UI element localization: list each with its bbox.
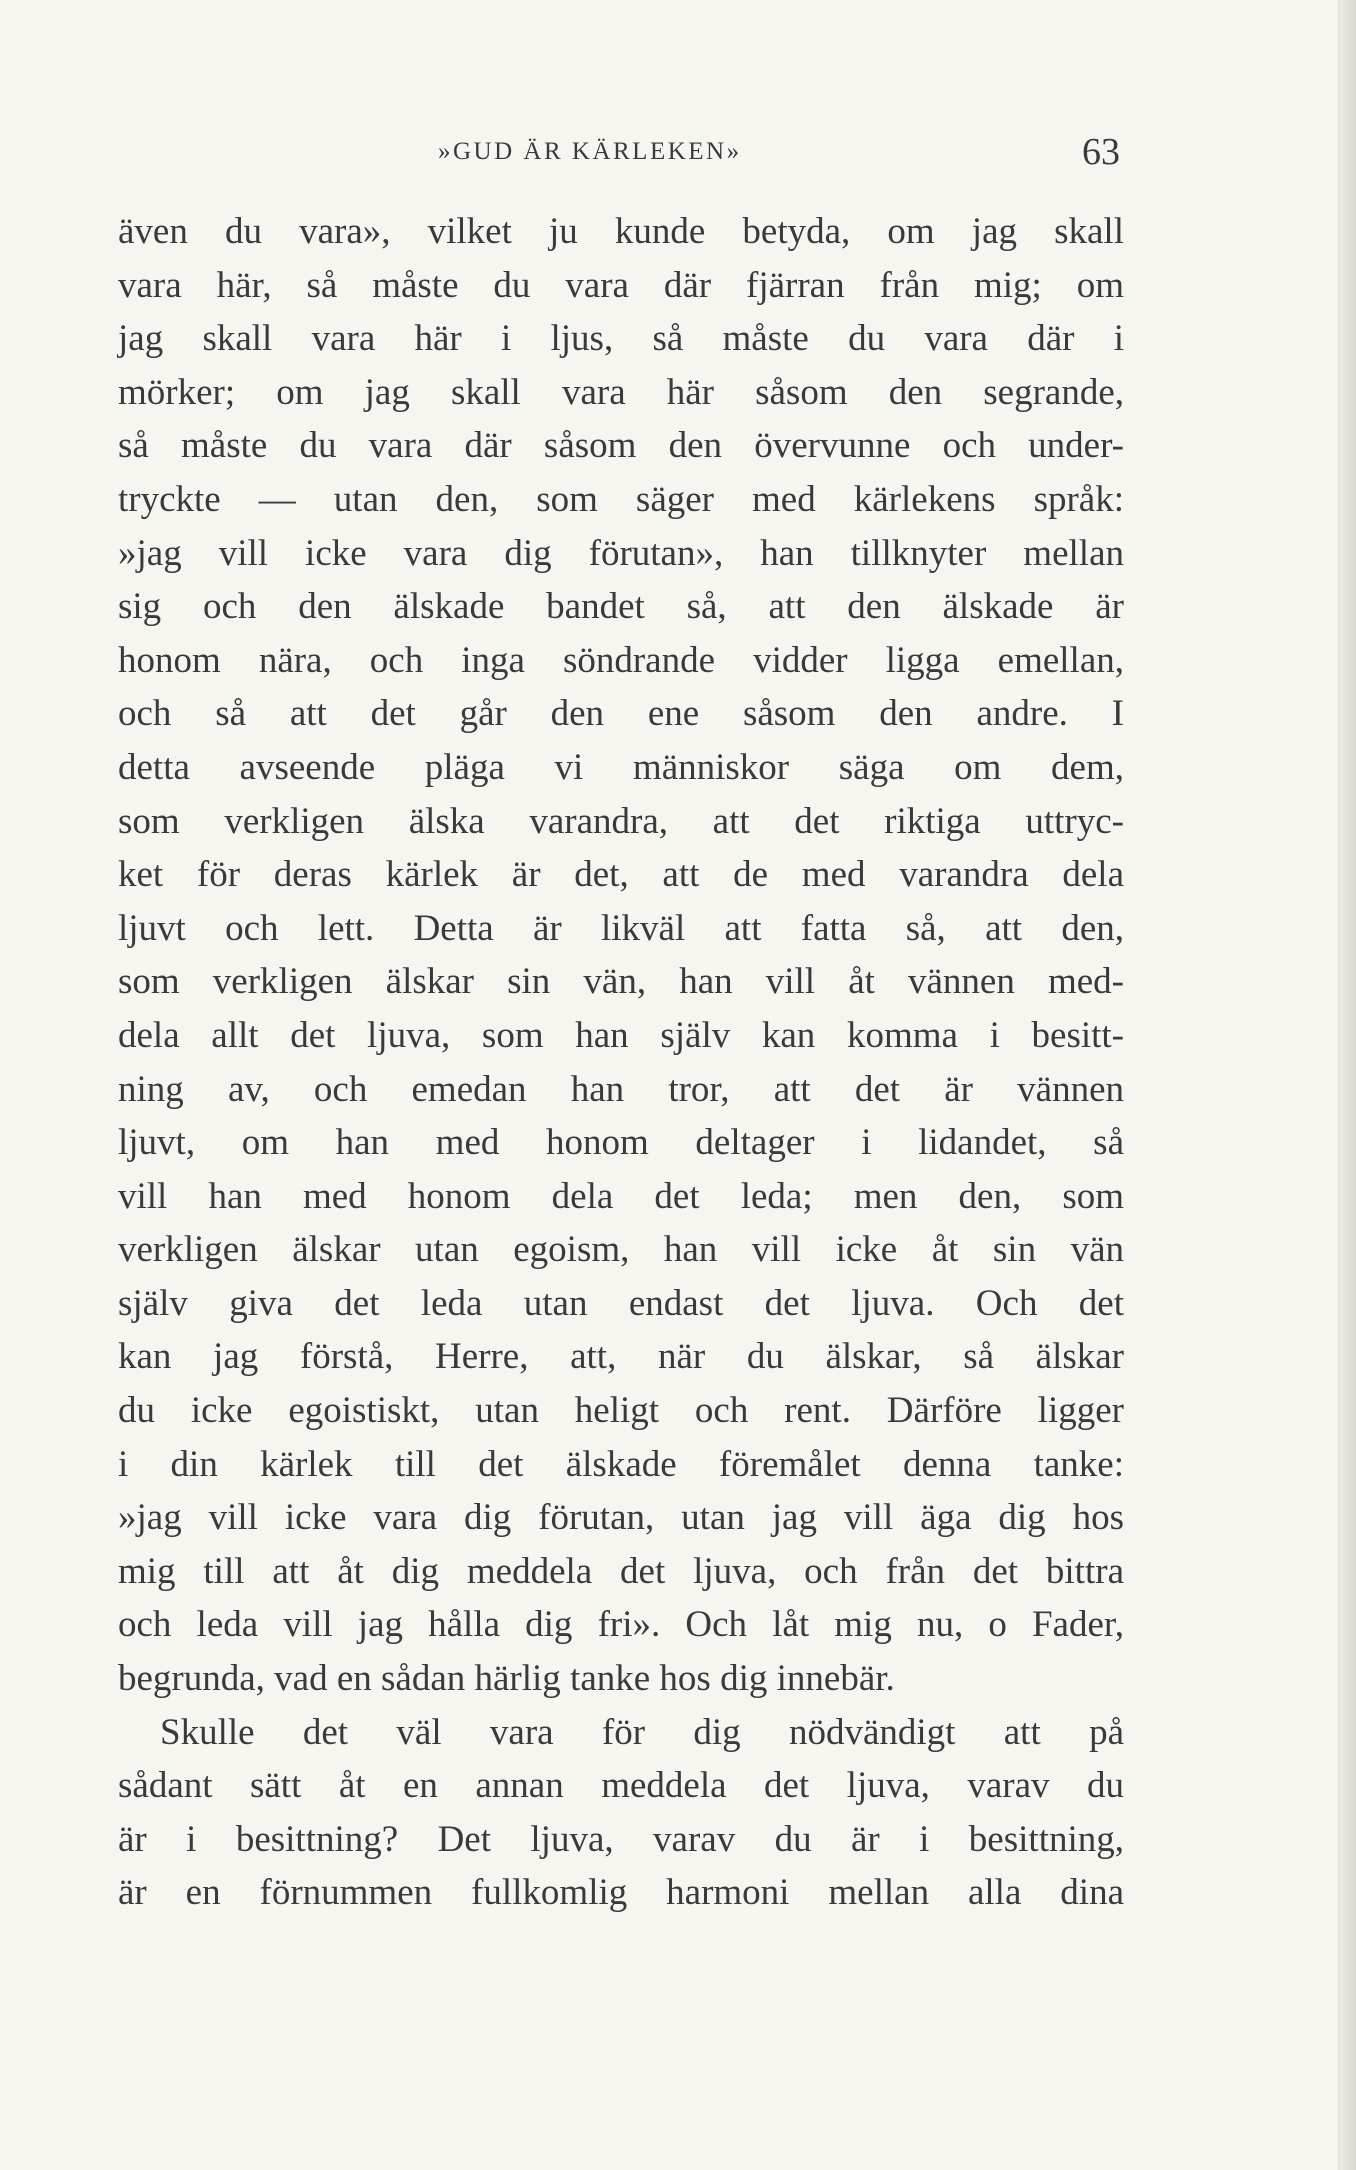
text-line: är en förnummen fullkomlig harmoni mellan alla dina <box>118 1872 1124 1914</box>
running-head <box>0 132 1340 172</box>
text-line: vara här, så måste du vara där fjärran från mig; om <box>118 264 1124 306</box>
text-line: verkligen älskar utan egoism, han vill icke åt sin vän <box>118 1229 1124 1271</box>
text-line: vill han med honom dela det leda; men den, som <box>118 1175 1124 1217</box>
text-line: ning av, och emedan han tror, att det är vännen <box>118 1068 1124 1110</box>
text-line: ljuvt, om han med honom deltager i lidandet, så <box>118 1122 1124 1164</box>
page-number: 63 <box>1082 131 1120 173</box>
text-line: sig och den älskade bandet så, att den älskade är <box>118 586 1124 628</box>
body-text <box>118 205 1124 1920</box>
text-line: sådant sätt åt en annan meddela det ljuva, varav du <box>118 1765 1124 1807</box>
text-line: som verkligen älska varandra, att det riktiga uttryc- <box>118 800 1124 842</box>
text-line: begrunda, vad en sådan härlig tanke hos dig innebär. <box>118 1658 895 1700</box>
running-title: »GUD ÄR KÄRLEKEN» <box>438 138 742 165</box>
text-line: som verkligen älskar sin vän, han vill åt vännen med- <box>118 961 1124 1003</box>
text-line: är i besittning? Det ljuva, varav du är i besittning, <box>118 1818 1124 1860</box>
text-line: och leda vill jag hålla dig fri». Och låt mig nu, o Fader, <box>118 1604 1124 1646</box>
text-line: mig till att åt dig meddela det ljuva, och från det bittra <box>118 1550 1124 1592</box>
paragraph-start-line: Skulle det väl vara för dig nödvändigt att på <box>160 1711 1124 1753</box>
text-line: kan jag förstå, Herre, att, när du älskar, så älskar <box>118 1336 1124 1378</box>
text-line: dela allt det ljuva, som han själv kan komma i besitt- <box>118 1014 1124 1056</box>
text-line: jag skall vara här i ljus, så måste du vara där i <box>118 318 1124 360</box>
text-line: i din kärlek till det älskade föremålet denna tanke: <box>118 1443 1124 1485</box>
text-line: »jag vill icke vara dig förutan», han tillknyter mellan <box>118 532 1124 574</box>
text-line: och så att det går den ene såsom den andre. I <box>118 693 1124 735</box>
text-line: mörker; om jag skall vara här såsom den segrande, <box>118 371 1124 413</box>
text-line: du icke egoistiskt, utan heligt och rent. Därföre ligger <box>118 1390 1124 1432</box>
text-line: så måste du vara där såsom den övervunne och under- <box>118 425 1124 467</box>
text-line: honom nära, och inga söndrande vidder ligga emellan, <box>118 639 1124 681</box>
text-line: ket för deras kärlek är det, att de med varandra dela <box>118 854 1124 896</box>
text-line: tryckte — utan den, som säger med kärlekens språk: <box>118 478 1124 520</box>
page-edge <box>1340 0 1356 2170</box>
text-line: ljuvt och lett. Detta är likväl att fatta så, att den, <box>118 907 1124 949</box>
text-line: även du vara», vilket ju kunde betyda, om jag skall <box>118 211 1124 252</box>
text-line: detta avseende pläga vi människor säga om dem, <box>118 746 1124 788</box>
text-line: själv giva det leda utan endast det ljuva. Och det <box>118 1282 1124 1324</box>
text-line: »jag vill icke vara dig förutan, utan jag vill äga dig hos <box>118 1497 1124 1539</box>
